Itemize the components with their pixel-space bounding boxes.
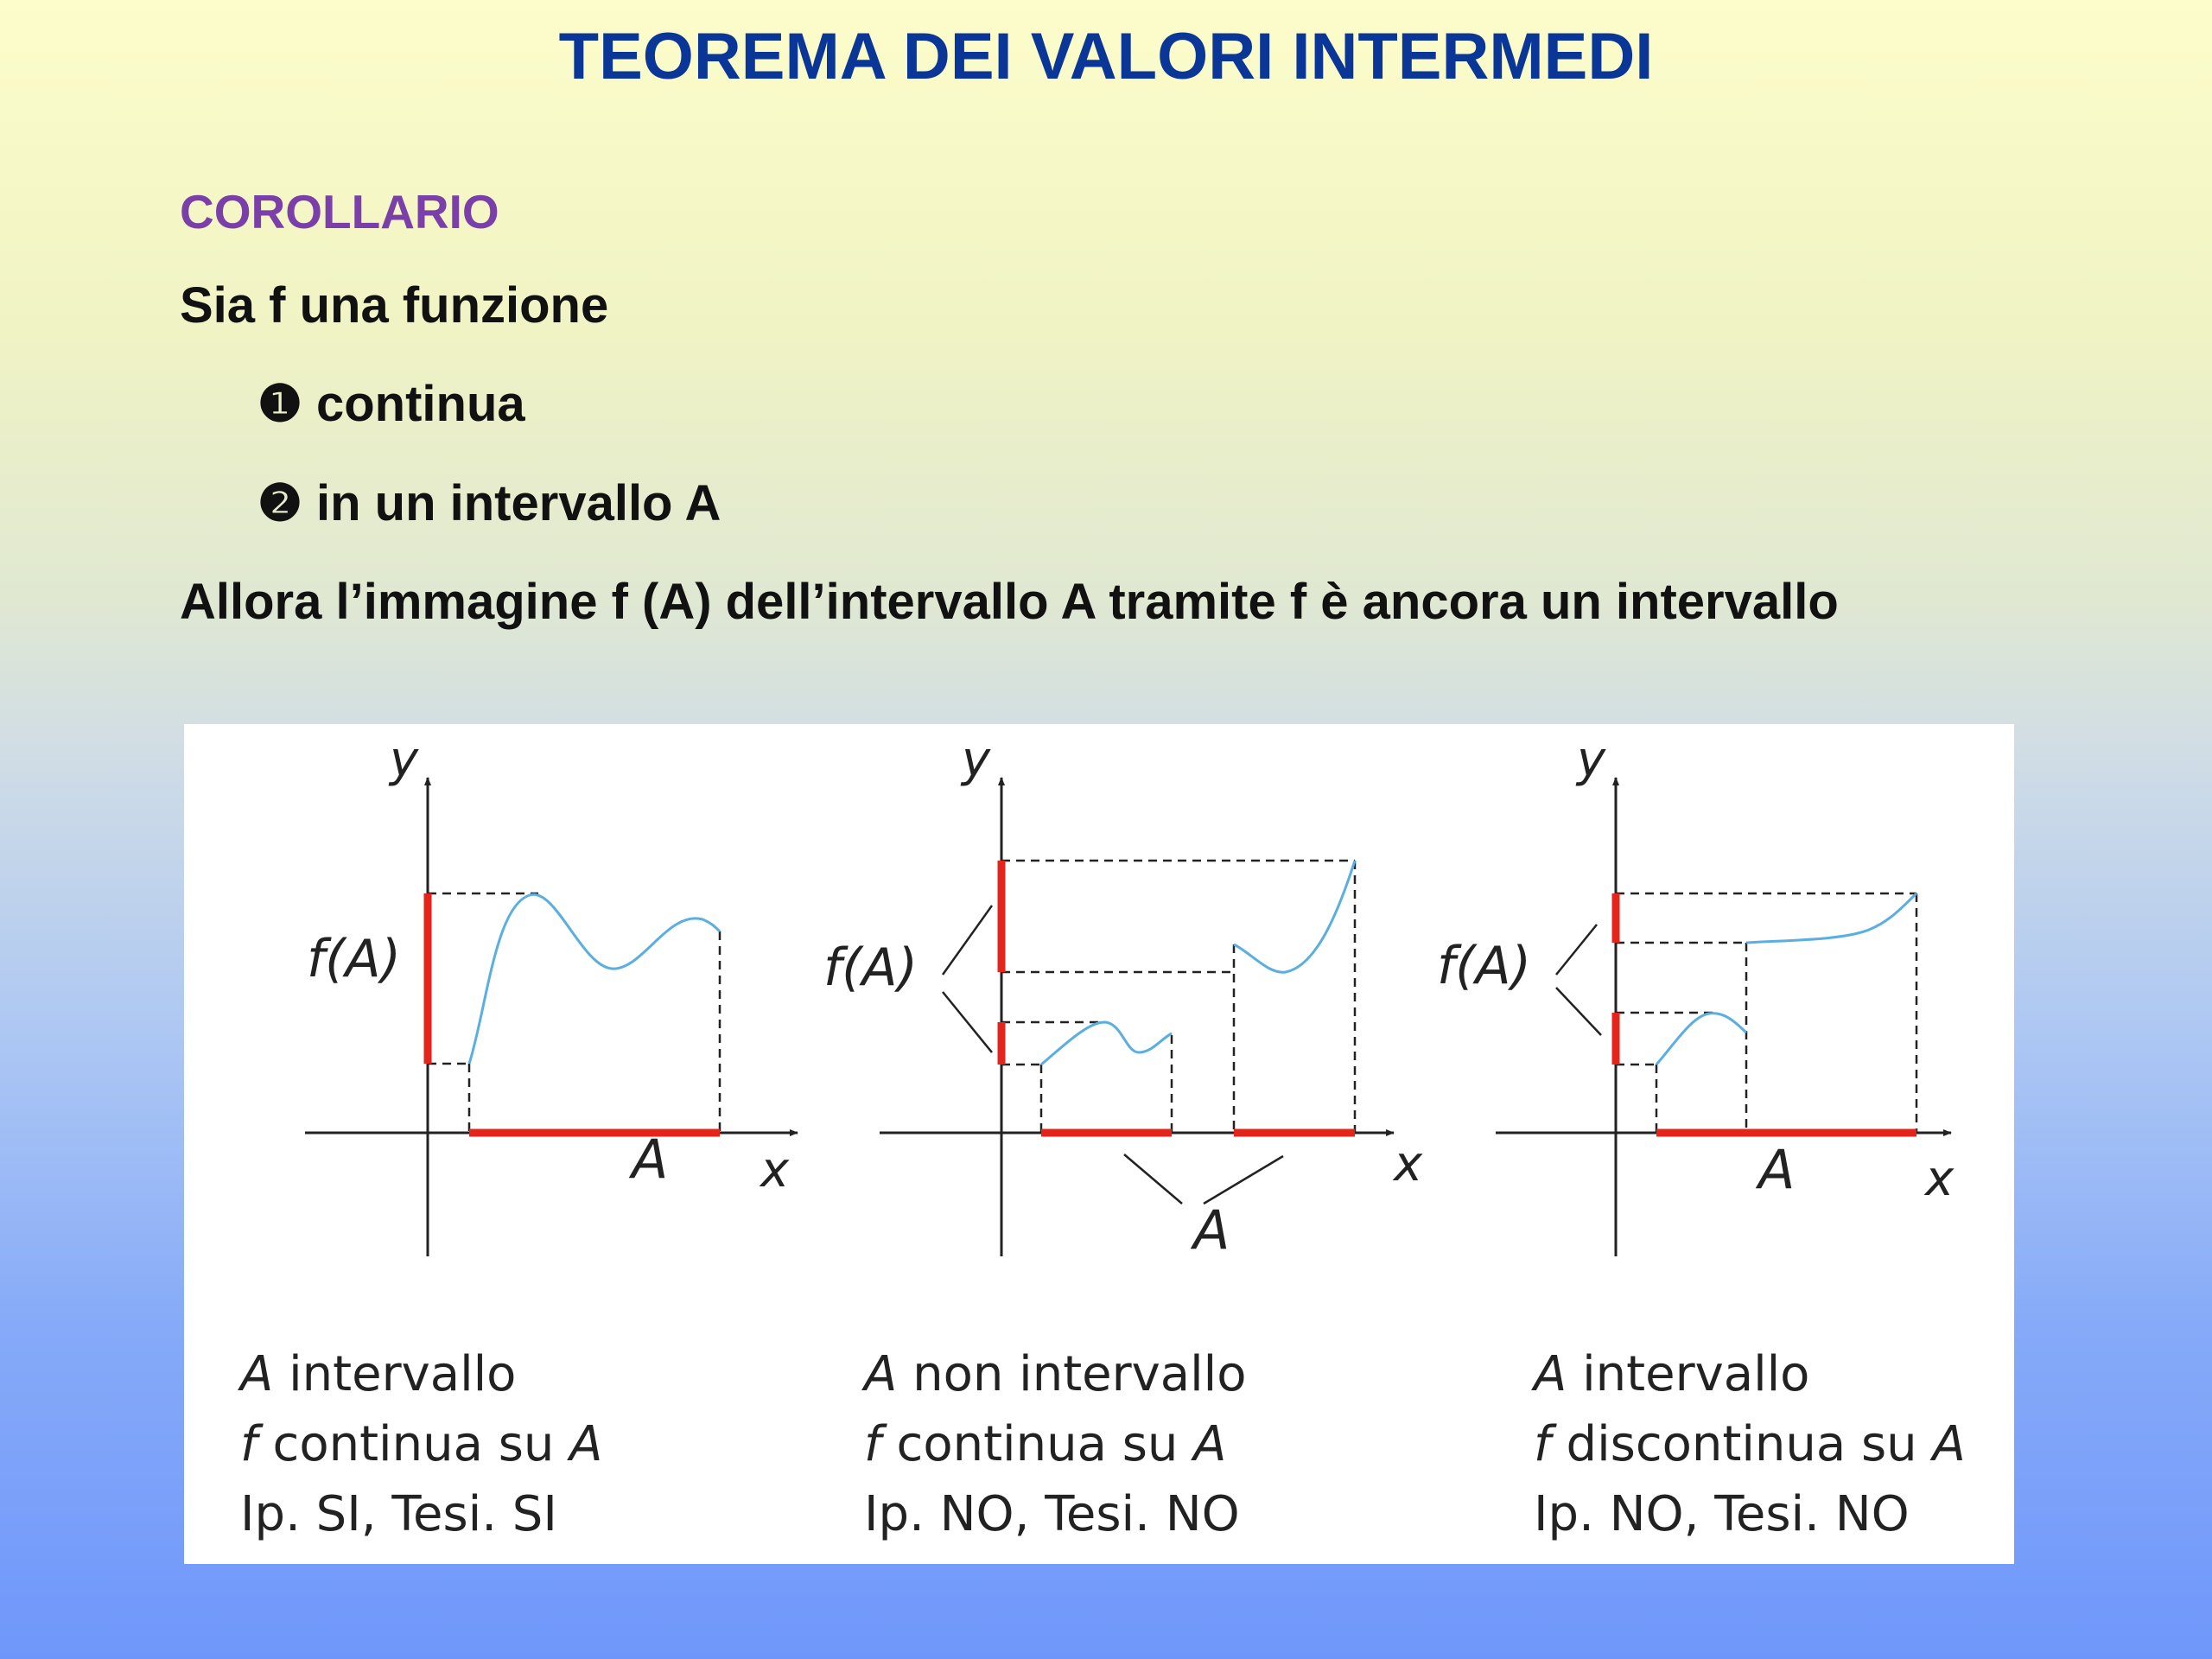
graph-3-curve-right <box>1746 893 1916 943</box>
graph-3-curve-left <box>1656 1014 1746 1065</box>
caption-1-result: Ip. SI, Tesi. SI <box>240 1486 557 1542</box>
caption-3-func-set: A <box>1932 1416 1966 1472</box>
hypothesis-2 <box>257 474 721 532</box>
graph-1 <box>305 732 798 1256</box>
caption-3-set-var: A <box>1534 1346 1567 1402</box>
slide-title: TEOREMA DEI VALORI INTERMEDI <box>558 20 1654 93</box>
caption-2-set-text: non intervallo <box>912 1346 1247 1402</box>
graph-2-curve-left <box>1041 1022 1172 1065</box>
graph-2-pointer-domain-left <box>1124 1154 1182 1204</box>
caption-1-func-set: A <box>569 1416 603 1472</box>
graph-3-pointer-upper <box>1556 925 1597 975</box>
graph-3 <box>1437 732 1955 1256</box>
graph-2-guides <box>1001 861 1355 1133</box>
statement-conclusion: Allora l’immagine f (A) dell’intervallo A tramite f è ancora un intervallo <box>180 574 1839 630</box>
caption-3 <box>1534 1339 1966 1549</box>
caption-2-func-var: f <box>864 1416 881 1472</box>
caption-1-func-text: continua su <box>272 1416 555 1472</box>
caption-2-func-set: A <box>1193 1416 1227 1472</box>
graph-2-pointer-domain-right <box>1204 1156 1283 1204</box>
caption-2-set-var: A <box>864 1346 898 1402</box>
graph-2 <box>823 732 1423 1262</box>
hypothesis-1-text: continua <box>316 376 525 432</box>
graph-1-image-label: f(A) <box>307 929 401 989</box>
graph-2-image-label: f(A) <box>823 938 918 998</box>
graph-1-curve <box>469 894 720 1064</box>
graph-3-y-label: y <box>1577 732 1606 788</box>
section-label: COROLLARIO <box>180 185 499 238</box>
graph-3-pointer-lower <box>1556 988 1601 1035</box>
caption-3-func-var: f <box>1534 1416 1551 1472</box>
figures-panel <box>184 724 2014 1564</box>
graph-2-pointer-lower <box>943 992 992 1052</box>
hypothesis-1 <box>257 374 525 433</box>
hypothesis-2-text: in un intervallo A <box>316 475 721 531</box>
caption-2 <box>864 1339 1247 1549</box>
graph-2-pointer-upper <box>943 906 992 975</box>
graph-1-domain-label: A <box>632 1128 669 1191</box>
graph-3-x-label: x <box>1925 1151 1955 1207</box>
graph-2-curve-right <box>1234 861 1355 972</box>
bullet-1-icon: ❶ <box>257 376 302 432</box>
caption-2-func-text: continua su <box>896 1416 1179 1472</box>
graph-3-domain-label: A <box>1758 1138 1796 1201</box>
graph-1-guides <box>428 893 720 1133</box>
caption-3-result: Ip. NO, Tesi. NO <box>1534 1486 1910 1542</box>
graph-3-image-label: f(A) <box>1437 936 1531 996</box>
caption-1-set-text: intervallo <box>289 1346 517 1402</box>
graph-2-y-label: y <box>962 732 991 788</box>
graph-1-x-label: x <box>760 1142 790 1198</box>
caption-3-set-text: intervallo <box>1582 1346 1810 1402</box>
caption-1-set-var: A <box>240 1346 274 1402</box>
caption-1 <box>240 1339 602 1549</box>
graph-1-y-label: y <box>390 732 419 788</box>
statement-intro: Sia f una funzione <box>180 277 609 334</box>
graph-2-x-label: x <box>1394 1136 1423 1192</box>
graph-2-domain-label: A <box>1193 1198 1230 1262</box>
caption-1-func-var: f <box>240 1416 257 1472</box>
caption-2-result: Ip. NO, Tesi. NO <box>864 1486 1240 1542</box>
bullet-2-icon: ❷ <box>257 475 302 531</box>
caption-3-func-text: discontinua su <box>1566 1416 1917 1472</box>
